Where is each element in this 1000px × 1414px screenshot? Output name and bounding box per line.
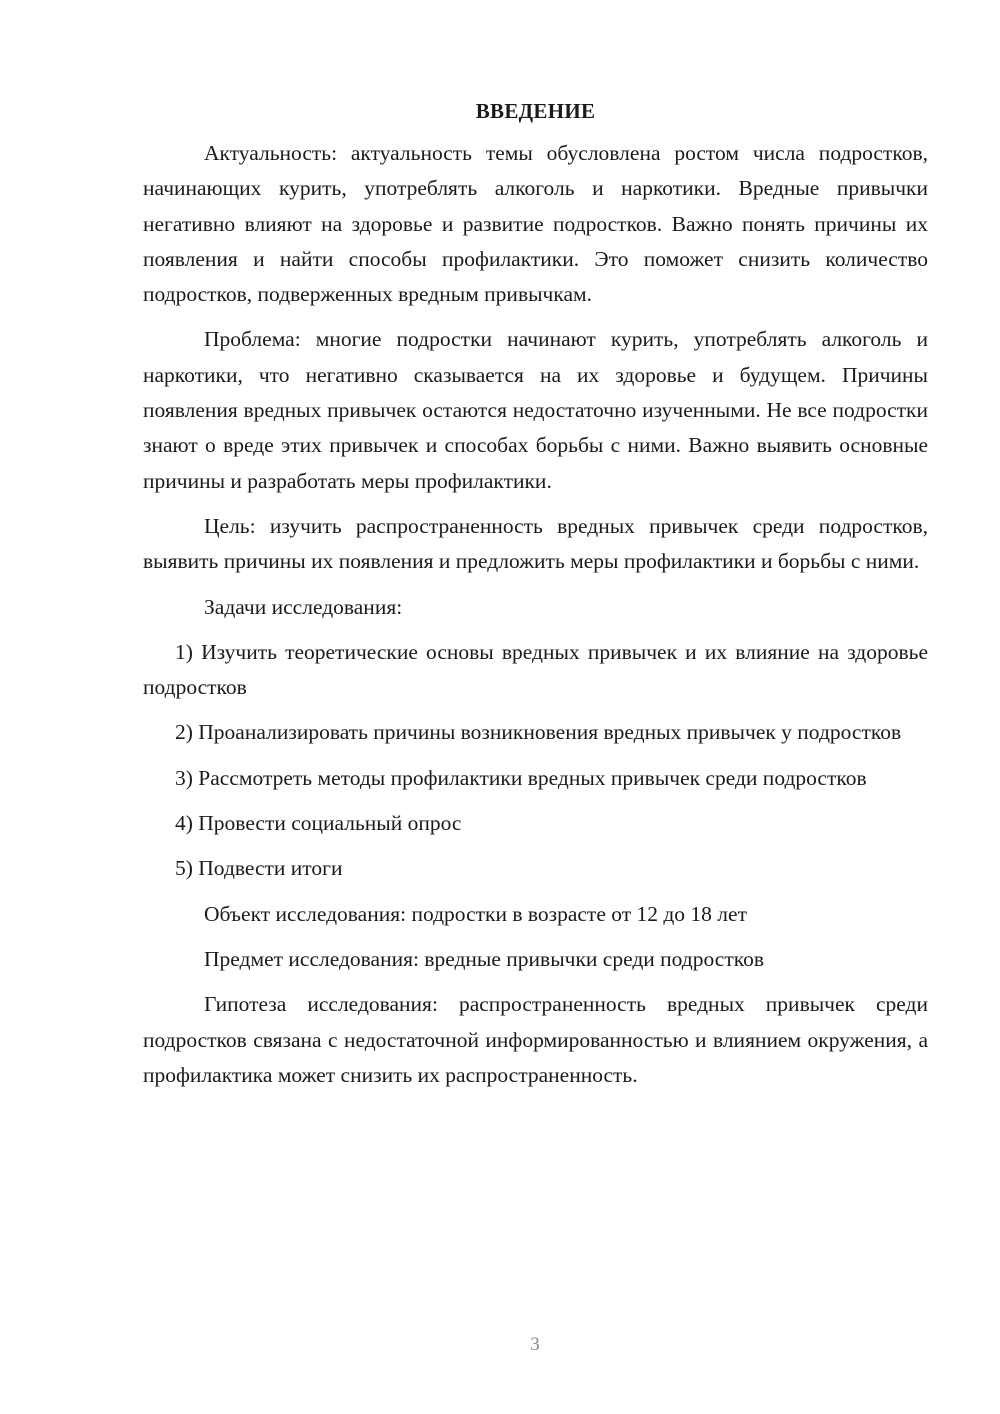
page-content	[143, 94, 928, 1103]
problem-paragraph: Проблема: многие подростки начинают курить, употреблять алкоголь и наркотики, что негативно сказывается на их здоровье и будущем. Причины появления вредных привычек остаются недостаточно изученными. Не все подростки знают о вреде этих привычек и способах борьбы с ними. Важно выявить основные причины и разработать меры профилактики.	[143, 327, 928, 493]
research-object: Объект исследования: подростки в возрасте от 12 до 18 лет	[204, 901, 747, 926]
relevance-paragraph: Актуальность: актуальность темы обусловлена ростом числа подростков, начинающих курить, употреблять алкоголь и наркотики. Вредные привычки негативно влияют на здоровье и развитие подростков. Важно понять причины их появления и найти способы профилактики. Это поможет снизить количество подростков, подверженных вредным привычкам.	[143, 141, 928, 307]
section-title: ВВЕДЕНИЕ	[475, 99, 596, 123]
page-number: 3	[530, 1334, 540, 1355]
task-item: 5) Подвести итоги	[175, 856, 343, 881]
task-item: 4) Провести социальный опрос	[175, 811, 462, 836]
tasks-heading: Задачи исследования:	[204, 594, 403, 619]
research-hypothesis: Гипотеза исследования: распространенность вредных привычек среди подростков связана с недостаточной информированностью и влиянием окружения, а профилактика может снизить их распространенность.	[143, 992, 928, 1087]
task-item: 2) Проанализировать причины возникновения вредных привычек у подростков	[175, 720, 902, 745]
research-subject: Предмет исследования: вредные привычки среди подростков	[204, 946, 764, 971]
task-item: 1) Изучить теоретические основы вредных привычек и их влияние на здоровье подростков	[143, 639, 928, 700]
task-item: 3) Рассмотреть методы профилактики вредных привычек среди подростков	[175, 765, 867, 790]
goal-paragraph: Цель: изучить распространенность вредных привычек среди подростков, выявить причины их появления и предложить меры профилактики и борьбы с ними.	[143, 513, 928, 574]
